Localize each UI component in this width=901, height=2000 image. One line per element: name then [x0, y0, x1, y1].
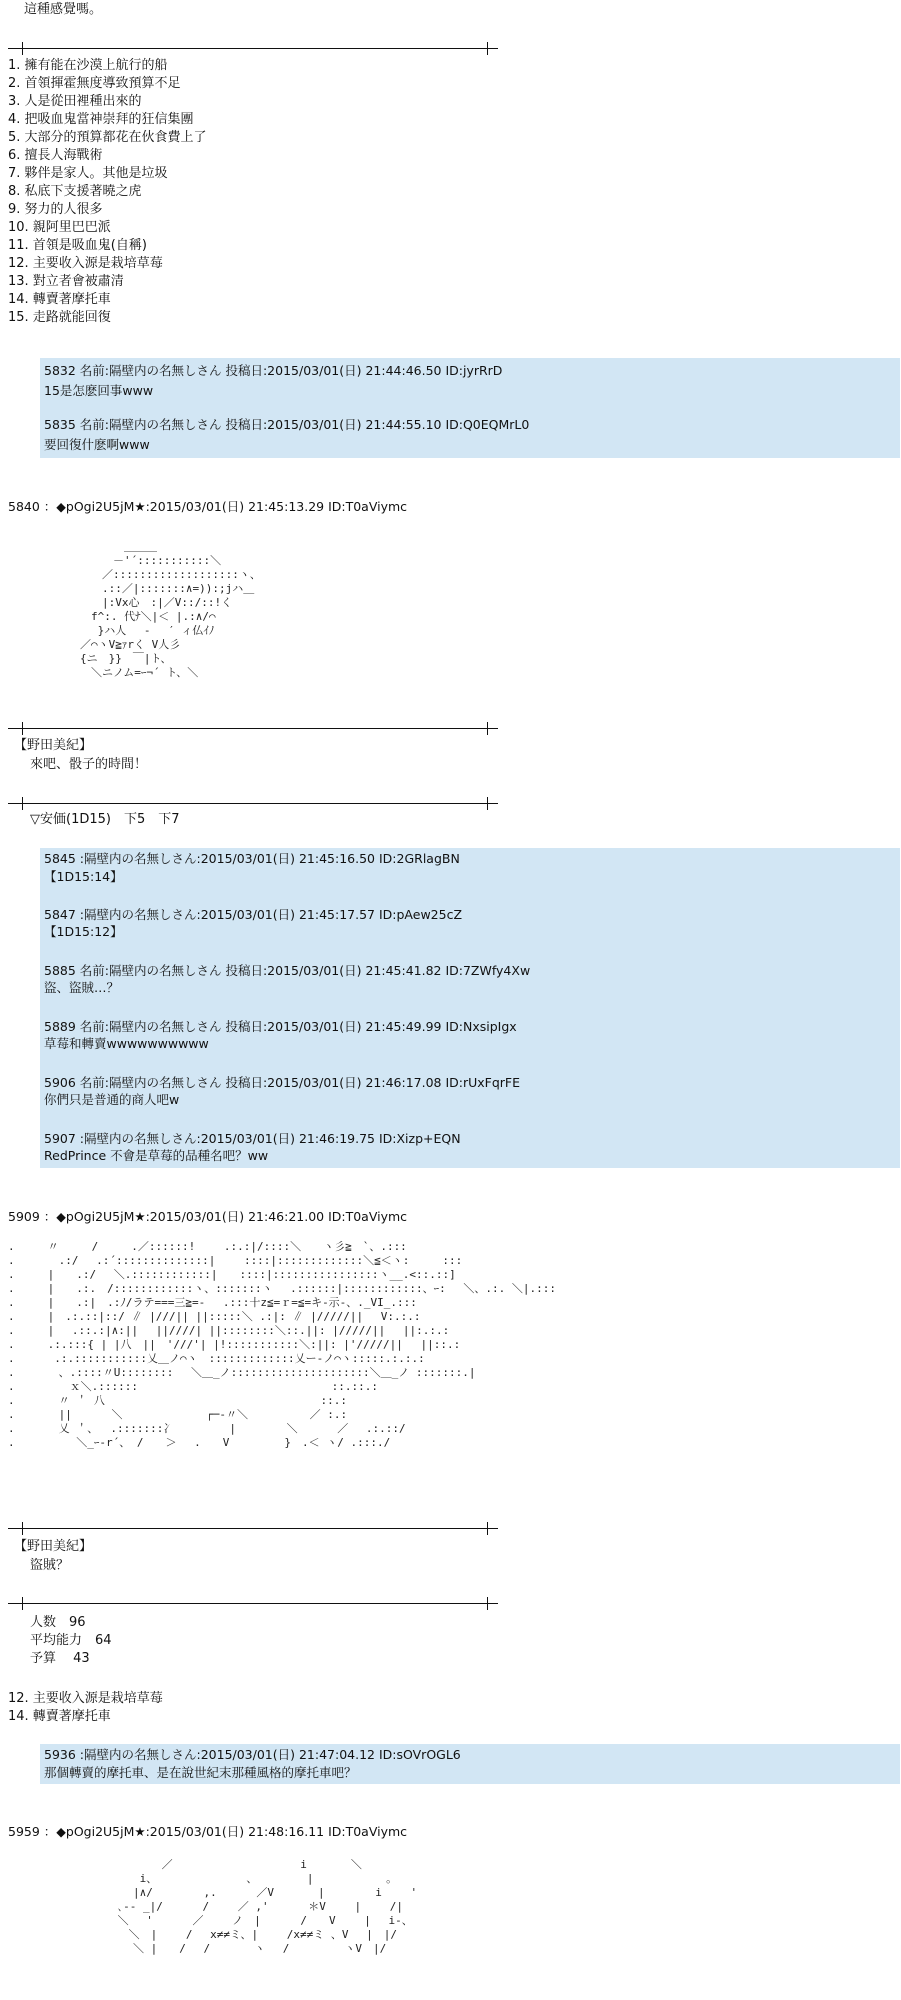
reply-header: 5835 名前:隔壁内の名無しさん 投稿日:2015/03/01(日) 21:44:55.10 ID:Q0EQMrL0 — [44, 417, 530, 432]
stat-line: 人数 96 — [30, 1615, 86, 1630]
reply-header: 5889 名前:隔壁内の名無しさん 投稿日:2015/03/01(日) 21:45:49.99 ID:NxsipIgx — [44, 1019, 517, 1034]
list-item: 3. 人是從田裡種出來的 — [8, 94, 142, 109]
reply-header: 5907 :隔壁内の名無しさん:2015/03/01(日) 21:46:19.75 ID:Xizp+EQN — [44, 1131, 461, 1146]
ascii-art-scene: . 〃 / .／::::::! .:.:|/::::＼ ヽ彡≧ `、.::: . .:/ .:´::::::::::::::| ::::|:::::::::::::＼≦＜ヽ: ::: . | .:/ ＼.::::::::::::| ::::|::::::::::::::::ヽ__.<::.::] . | .:. /::::::::::::ヽ、:::::::ヽ .::::::|::::::::::::、ｰ: ＼、.:. ＼|.::: . | .:| .:ﾉ/ラテ===三≧=- .:::十z≦=ｒ=≦=キ-示‐、._VI_.::: . | .:.::|::/ ∥ |///|| ||:::::＼ .:|: ∥ |/////|| V:.:.: . | .::.:|∧:|| ||////| ||::::::::＼::.||: |/////|| ||:.:.: . .:.:::{ | |八 || '///'| |!:::::::::::＼:||: |'/////|| ||::.: . .:.:::::::::::乂＿ノ⌒ヽ :::::::::::::乂ー‐ノ⌒ヽ:::::.:.:.: . 、.::::〃U:::::::: ＼＿_ノ:::::::::::::::::::::＼＿_ノ :::::::.| . ｘ＼.:::::: ::.::.: . 〃 ＇ 八 ::.: . || ＼ ┌─‐〃＼ ／ :.: . 乂 ＇、 .:::::::冫 | ＼ ／ .:.::/ . ＼_ｰ-r´、 / ＞ . V } .＜ ヽ/ .:::./ — [8, 1240, 556, 1449]
recap-item: 12. 主要收入源是栽培草莓 — [8, 1691, 163, 1706]
divider — [8, 1603, 498, 1604]
list-item: 14. 轉賣著摩托車 — [8, 292, 111, 307]
ascii-art-partial: ／ i ＼ i、 、 | ｡ |∧/ ,. ／V | i ' ､-- _|/ / ／ ,' ＊V | /| ＼ ' ／ ノ | / V | i-、 ＼ | / x≠≠ミ、| /x≠≠ミ 、V | |/ ＼ | / / ヽ / ヽV |/ — [117, 1858, 418, 1955]
speech-text: 盜賊？ — [30, 1558, 70, 1573]
list-item: 2. 首領揮霍無度導致預算不足 — [8, 76, 181, 91]
list-item: 11. 首領是吸血鬼(自稱) — [8, 238, 147, 253]
recap-item: 14. 轉賣著摩托車 — [8, 1709, 111, 1724]
reply-text: 草莓和轉賣wwwwwwwwww — [44, 1036, 209, 1051]
list-item: 12. 主要收入源是栽培草莓 — [8, 256, 163, 271]
reply-header: 5847 :隔壁内の名無しさん:2015/03/01(日) 21:45:17.57 ID:pAew25cZ — [44, 907, 463, 922]
post-header: 5840 ：◆pOgi2U5jM★:2015/03/01(日) 21:45:13.29 ID:T0aViymc — [8, 499, 408, 514]
divider — [8, 728, 498, 729]
list-item: 10. 親阿里巴巴派 — [8, 220, 111, 235]
list-item: 13. 對立者會被肅清 — [8, 274, 124, 289]
divider — [8, 48, 498, 49]
reply-header: 5936 :隔壁内の名無しさん:2015/03/01(日) 21:47:04.12 ID:sOVrOGL6 — [44, 1747, 461, 1762]
post-header: 5959 ：◆pOgi2U5jM★:2015/03/01(日) 21:48:16.11 ID:T0aViymc — [8, 1824, 408, 1839]
reply-box — [40, 358, 900, 458]
speaker-name: 【野田美紀】 — [14, 738, 93, 753]
reply-header: 5885 名前:隔壁内の名無しさん 投稿日:2015/03/01(日) 21:45:41.82 ID:7ZWfy4Xw — [44, 963, 531, 978]
reply-text: 那個轉賣的摩托車、是在說世紀末那種風格的摩托車吧？ — [44, 1765, 357, 1780]
stat-line: 予算 43 — [30, 1651, 90, 1666]
reply-text: 【1D15:14】 — [44, 869, 123, 884]
divider — [8, 1528, 498, 1529]
reply-box — [40, 848, 900, 1168]
list-item: 1. 擁有能在沙漠上航行的船 — [8, 58, 168, 73]
list-item: 8. 私底下支援著曉之虎 — [8, 184, 142, 199]
ascii-art-face: ＿＿＿ －'´:::::::::::＼ ／:::::::::::::::::::ヽ、 .::／|:::::::∧=)):;jハ＿ |:Vx心 :|／V::/::!く f^:. 代ﾅ＼|＜ |.:∧/⌒ }ハ人 - ′ ィ仏ｲﾉ ／⌒ヽV≧ｧrく V人彡 {ニ }} ￣|ト、 ＼ニノム=ｰ¬´ ト、＼ — [80, 540, 261, 679]
intro-line: 這種感覺嗎。 — [24, 2, 103, 17]
speaker-name: 【野田美紀】 — [14, 1539, 93, 1554]
list-item: 5. 大部分的預算都花在伙食費上了 — [8, 130, 207, 145]
reply-header: 5906 名前:隔壁内の名無しさん 投稿日:2015/03/01(日) 21:46:17.08 ID:rUxFqrFE — [44, 1075, 521, 1090]
reply-box — [40, 1744, 900, 1784]
reply-text: 【1D15:12】 — [44, 924, 123, 939]
list-item: 9. 努力的人很多 — [8, 202, 103, 217]
divider — [8, 803, 498, 804]
dice-instruction: ▽安価(1D15) 下5 下7 — [30, 812, 180, 827]
reply-text: RedPrince 不會是草莓的品種名吧？ww — [44, 1148, 269, 1163]
reply-text: 你們只是普通的商人吧w — [44, 1092, 180, 1107]
list-item: 4. 把吸血鬼當神崇拜的狂信集團 — [8, 112, 194, 127]
reply-header: 5845 :隔壁内の名無しさん:2015/03/01(日) 21:45:16.50 ID:2GRlagBN — [44, 851, 460, 866]
list-item: 15. 走路就能回復 — [8, 310, 111, 325]
post-header: 5909 ：◆pOgi2U5jM★:2015/03/01(日) 21:46:21.00 ID:T0aViymc — [8, 1209, 408, 1224]
stat-line: 平均能力 64 — [30, 1633, 112, 1648]
reply-text: 15是怎麽回事www — [44, 383, 154, 398]
reply-text: 要回復什麽啊www — [44, 437, 150, 452]
reply-text: 盜、盜賊…？ — [44, 980, 120, 995]
speech-text: 來吧、骰子的時間！ — [30, 757, 148, 772]
list-item: 6. 擅長人海戰術 — [8, 148, 103, 163]
reply-header: 5832 名前:隔壁内の名無しさん 投稿日:2015/03/01(日) 21:44:46.50 ID:jyrRrD — [44, 363, 503, 378]
list-item: 7. 夥伴是家人。其他是垃圾 — [8, 166, 168, 181]
